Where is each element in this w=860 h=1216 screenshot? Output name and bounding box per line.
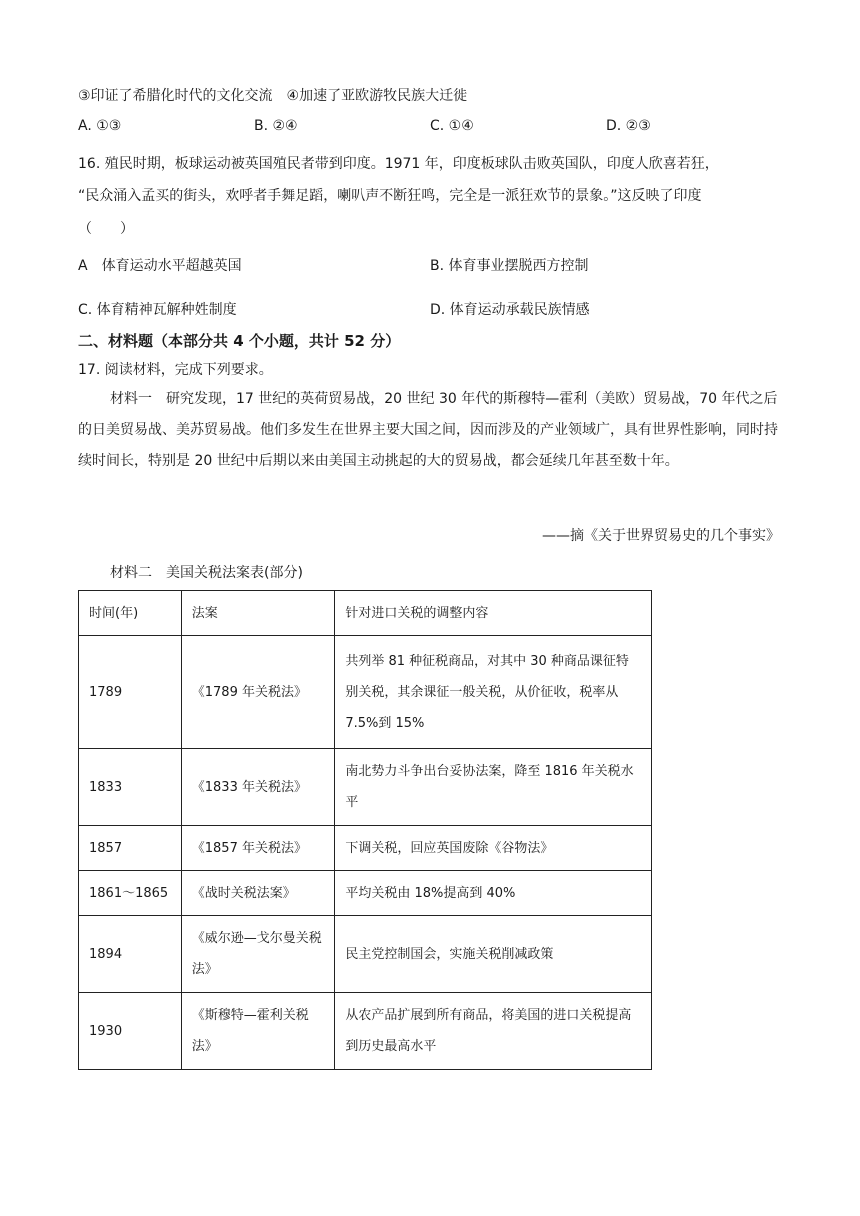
q16-choice-b: B. 体育事业摆脱西方控制 (430, 258, 589, 274)
q15-choice-d: D. ②③ (606, 118, 651, 134)
q16-choice-a: A 体育运动水平超越英国 (78, 258, 242, 274)
q17-material1-source: ——摘《关于世界贸易史的几个事实》 (542, 528, 780, 544)
q15-choice-c: C. ①④ (430, 118, 474, 134)
table-cell-content: 共列举 81 种征税商品，对其中 30 种商品课征特别关税，其余课征一般关税，从价征收，税率从 7.5%到 15% (335, 636, 652, 749)
table-header-cell: 时间(年) (79, 591, 182, 636)
table-header-row (79, 591, 652, 636)
q16-stem-line3: （ ） (78, 221, 134, 237)
section-title: 二、材料题（本部分共 4 个小题，共计 52 分） (78, 332, 401, 350)
table-row (79, 916, 652, 993)
q17-material1: 材料一 研究发现，17 世纪的英荷贸易战，20 世纪 30 年代的斯穆特—霍利（美欧）贸易战，70 年代之后的日美贸易战、美苏贸易战。他们多发生在世界主要大国之间，因而涉及的产业领域广，具有世界性影响，同时持续时间长，特别是 20 世纪中后期以来由美国主动挑起的大的贸易战，都会延续几年甚至数十年。 (78, 391, 778, 469)
table-row (79, 826, 652, 871)
table-cell-act: 《威尔逊—戈尔曼关税法》 (181, 916, 335, 993)
table-row (79, 871, 652, 916)
table-cell-act: 《1833 年关税法》 (181, 749, 335, 826)
table-cell-year: 1857 (79, 826, 182, 871)
table-cell-content: 从农产品扩展到所有商品，将美国的进口关税提高到历史最高水平 (335, 993, 652, 1070)
table-header-cell: 针对进口关税的调整内容 (335, 591, 652, 636)
q16-stem-line1: 16. 殖民时期，板球运动被英国殖民者带到印度。1971 年，印度板球队击败英国队，印度人欣喜若狂， (78, 156, 719, 172)
table-cell-year: 1861～1865 (79, 871, 182, 916)
table-cell-year: 1930 (79, 993, 182, 1070)
table-cell-act: 《战时关税法案》 (181, 871, 335, 916)
q16-stem-line2: “民众涌入孟买的街头，欢呼者手舞足蹈，喇叭声不断狂鸣，完全是一派狂欢节的景象。”这反映了印度 (78, 188, 702, 204)
q15-options-line: ③印证了希腊化时代的文化交流 ④加速了亚欧游牧民族大迁徙 (78, 88, 468, 104)
table-cell-year: 1833 (79, 749, 182, 826)
q17-stem: 17. 阅读材料，完成下列要求。 (78, 362, 273, 378)
q17-material2-title: 材料二 美国关税法案表(部分) (110, 565, 303, 581)
table-cell-content: 民主党控制国会，实施关税削减政策 (335, 916, 652, 993)
q15-choice-a: A. ①③ (78, 118, 122, 134)
table-cell-act: 《斯穆特—霍利关税法》 (181, 993, 335, 1070)
table-cell-act: 《1857 年关税法》 (181, 826, 335, 871)
q15-choice-b: B. ②④ (254, 118, 298, 134)
table-cell-content: 平均关税由 18%提高到 40% (335, 871, 652, 916)
q16-choice-d: D. 体育运动承载民族情感 (430, 302, 590, 318)
table-row (79, 749, 652, 826)
table-header-cell: 法案 (181, 591, 335, 636)
table-cell-year: 1789 (79, 636, 182, 749)
table-row (79, 993, 652, 1070)
table-cell-content: 下调关税，回应英国废除《谷物法》 (335, 826, 652, 871)
tariff-table (78, 590, 652, 1070)
table-cell-year: 1894 (79, 916, 182, 993)
table-row (79, 636, 652, 749)
table-cell-content: 南北势力斗争出台妥协法案，降至 1816 年关税水平 (335, 749, 652, 826)
q15-choices (78, 118, 778, 140)
q16-choice-c: C. 体育精神瓦解种姓制度 (78, 302, 237, 318)
table-cell-act: 《1789 年关税法》 (181, 636, 335, 749)
